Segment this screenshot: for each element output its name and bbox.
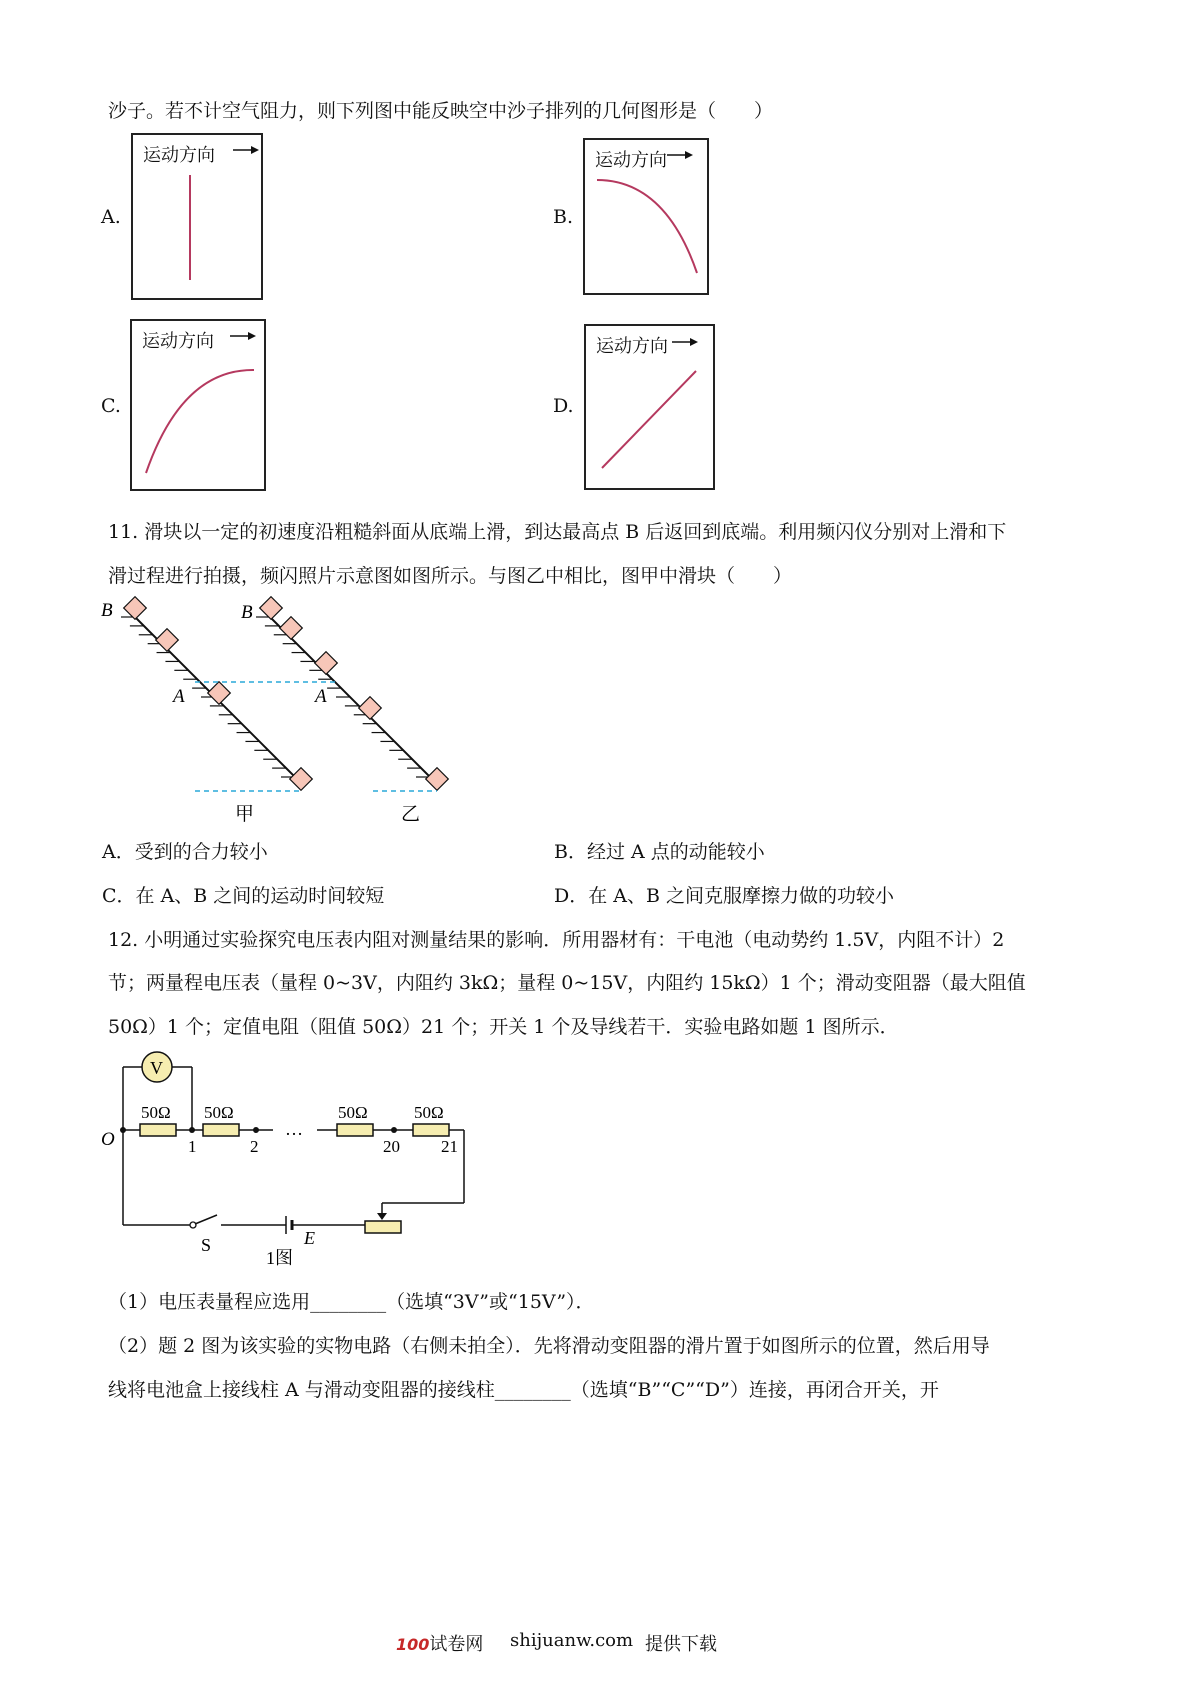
resistor-label: 50Ω (414, 1103, 444, 1122)
resistor (413, 1124, 449, 1136)
node-20 (391, 1127, 397, 1133)
footer-provide: 提供下载 (645, 1634, 717, 1655)
direction-label: 运动方向 (143, 145, 215, 166)
q12-circuit-diagram (95, 1045, 485, 1270)
direction-label: 运动方向 (142, 331, 214, 352)
direction-label: 运动方向 (595, 150, 667, 171)
incline-hatching (256, 617, 430, 777)
q11-option-b: B．经过 A 点的动能较小 (554, 841, 765, 863)
q11-option-a: A．受到的合力较小 (102, 841, 268, 863)
node-1-label: 1 (188, 1137, 197, 1156)
resistor (337, 1124, 373, 1136)
sand-trajectory (146, 370, 254, 473)
q10-stem-tail: 沙子。若不计空气阻力，则下列图中能反映空中沙子排列的几何图形是（ ） (108, 100, 774, 122)
slider-block (426, 768, 449, 791)
slider-arrow-icon (377, 1213, 387, 1220)
slider-block (156, 629, 179, 652)
voltmeter-label: V (150, 1058, 163, 1078)
resistor-label: 50Ω (141, 1103, 171, 1122)
caption-yi: 乙 (401, 804, 421, 825)
label-B: B (241, 602, 253, 623)
slider-block (124, 597, 147, 620)
q11-stem-line2: 滑过程进行拍摄，频闪照片示意图如图所示。与图乙中相比，图甲中滑块（ ） (108, 565, 793, 587)
q12-line3: 50Ω）1 个；定值电阻（阻值 50Ω）21 个；开关 1 个及导线若干．实验电路如题 1 图所示． (108, 1016, 899, 1038)
node-20-label: 20 (383, 1137, 400, 1156)
resistor (203, 1124, 239, 1136)
resistor-label: 50Ω (338, 1103, 368, 1122)
q10-option-c-svg (132, 321, 264, 489)
q10-option-d-letter: D. (553, 395, 574, 417)
footer-site: 试卷网 (429, 1634, 484, 1655)
q10-option-a-svg (133, 135, 261, 298)
node-O-label: O (101, 1129, 115, 1150)
footer-logo (396, 1630, 483, 1656)
q10-option-d-svg (586, 326, 713, 488)
node-2-label: 2 (250, 1137, 259, 1156)
slider-block (208, 682, 231, 705)
label-B: B (101, 600, 113, 621)
resistor-label: 50Ω (204, 1103, 234, 1122)
node-21-label: 21 (441, 1137, 458, 1156)
q10-option-b-svg (585, 140, 707, 293)
q10-option-a-letter: A. (101, 206, 121, 228)
label-A: A (173, 686, 185, 707)
label-A: A (315, 686, 327, 707)
logo-100-icon: 100 (396, 1635, 430, 1654)
sand-trajectory (597, 180, 697, 273)
node-2 (253, 1127, 259, 1133)
q10-option-d-figure (584, 324, 715, 490)
rheostat (365, 1221, 401, 1233)
q12-line2: 节；两量程电压表（量程 0~3V，内阻约 3kΩ；量程 0~15V，内阻约 15kΩ）1 个；滑动变阻器（最大阻值 (108, 972, 1026, 994)
q10-option-c-figure (130, 319, 266, 491)
q11-incline-figure (95, 590, 475, 830)
q10-option-c-letter: C. (101, 395, 121, 417)
footer-url[interactable]: shijuanw.com (510, 1630, 634, 1651)
arrowhead-icon (248, 332, 256, 340)
q10-option-b-figure (583, 138, 709, 295)
q10-option-b-letter: B. (553, 206, 574, 228)
q11-option-d: D．在 A、B 之间克服摩擦力做的功较小 (554, 885, 894, 907)
caption-jia: 甲 (235, 804, 255, 825)
incline-hatching (121, 617, 295, 777)
direction-label: 运动方向 (596, 336, 668, 357)
resistor (140, 1124, 176, 1136)
q12-sub1: （1）电压表量程应选用________（选填“3V”或“15V”）． (108, 1291, 595, 1313)
q10-option-a-figure (131, 133, 263, 300)
slider-block (260, 597, 283, 620)
switch-label: S (201, 1235, 212, 1255)
circuit-caption: 1图 (266, 1248, 293, 1268)
q12-line1: 12. 小明通过实验探究电压表内阻对测量结果的影响．所用器材有：干电池（电动势约 1.5V，内阻不计）2 (108, 929, 1005, 951)
q12-sub2-line1: （2）题 2 图为该实验的实物电路（右侧未拍全）．先将滑动变阻器的滑片置于如图所示的位置，然后用导 (108, 1335, 990, 1357)
sand-trajectory (602, 371, 696, 468)
arrowhead-icon (685, 151, 693, 159)
node-1 (189, 1127, 195, 1133)
q12-sub2-line2: 线将电池盒上接线柱 A 与滑动变阻器的接线柱________（选填“B”“C”“D”）连接，再闭合开关，开 (108, 1379, 939, 1401)
arrowhead-icon (251, 146, 259, 154)
ellipsis: … (285, 1119, 303, 1139)
q11-option-c: C．在 A、B 之间的运动时间较短 (102, 885, 385, 907)
battery-label: E (304, 1228, 315, 1248)
incline-yi (241, 597, 448, 825)
q11-stem-line1: 11. 滑块以一定的初速度沿粗糙斜面从底端上滑，到达最高点 B 后返回到底端。利用频闪仪分别对上滑和下 (108, 521, 1007, 543)
slider-block (280, 617, 303, 640)
slider-block (290, 768, 313, 791)
switch (195, 1215, 217, 1224)
arrowhead-icon (690, 338, 698, 346)
slider-block (359, 697, 382, 720)
